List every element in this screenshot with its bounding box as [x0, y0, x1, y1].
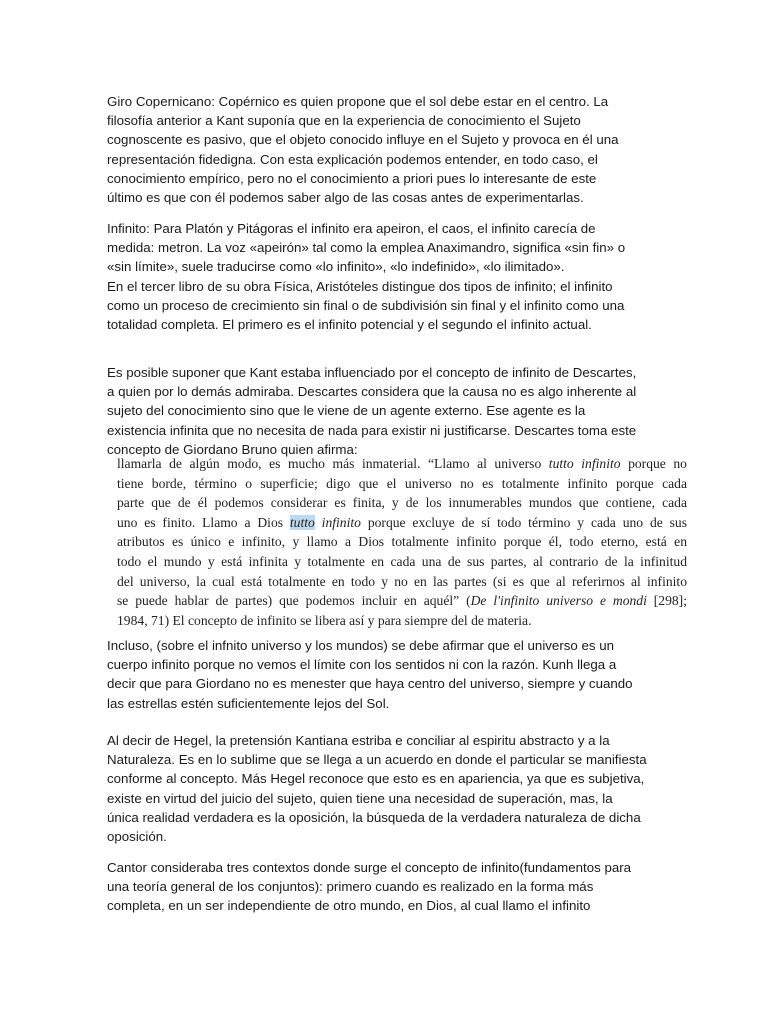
quote-line: [117, 591, 687, 611]
quote-line: parte que de él podemos considerar es finita, y de los innumerables mundos que contiene, cada: [117, 495, 687, 511]
text-line: filosofía anterior a Kant suponía que en la experiencia de conocimiento el Sujeto: [107, 113, 581, 129]
text-line: último es que con él podemos saber algo de las cosas antes de experimentarlas.: [107, 190, 584, 206]
text-line: a quien por lo demás admiraba. Descartes considera que la causa no es algo inherente al: [107, 384, 637, 400]
quote-line: 1984, 71) El concepto de infinito se libera así y para siempre del de materia.: [117, 612, 532, 628]
text-line: cognoscente es pasivo, que el objeto conocido influye en el Sujeto y provoca en él una: [107, 132, 619, 148]
paragraph-copernican-turn: [107, 92, 682, 207]
quote-line: tiene borde, término o superficie; digo que el universo no es totalmente infinito porque cada: [117, 475, 687, 491]
text-line: una teoría general de los conjuntos): primero cuando es realizado en la forma más: [107, 879, 594, 895]
text-line: «sin límite», suele traducirse como «lo infinito», «lo indefinido», «lo ilimitado».: [107, 259, 565, 275]
quote-text: llamarla de algún modo, es mucho más inmaterial. “Llamo al universo: [117, 456, 549, 471]
citation-title: De l'infinito universo e mondi: [470, 593, 647, 609]
paragraph-hegel: [107, 731, 682, 846]
quote-text: porque no: [620, 456, 687, 471]
quote-line: [117, 513, 687, 533]
quote-line: todo el mundo y está infinita y totalmente en cada una de sus partes, al contrario de la infinitud: [117, 553, 687, 569]
bruno-quote-block: [117, 454, 687, 630]
text-line: decir que para Giordano no es menester que haya centro del universo, siempre y cuando: [107, 676, 633, 692]
text-line: cuerpo infinito porque no vemos el límite con los sentidos ni con la razón. Kunh llega a: [107, 657, 617, 673]
text-line: sujeto del conocimiento sino que le viene de un agente externo. Ese agente es la: [107, 403, 586, 419]
text-line: Al decir de Hegel, la pretensión Kantiana estriba e conciliar al espiritu abstracto y a la: [107, 733, 610, 748]
text-line: Naturaleza. Es en lo sublime que se llega a un acuerdo en donde el particular se manifiesta: [107, 752, 647, 768]
text-line: representación fidedigna. Con esta explicación podemos entender, en todo caso, el: [107, 151, 598, 167]
paragraph-infinite-universe: [107, 636, 682, 713]
text-line: Giro Copernicano: Copérnico es quien propone que el sol debe estar en el centro. La: [107, 94, 609, 109]
text-line: existencia infinita que no necesita de nada para existir ni justificarse. Descartes toma este: [107, 422, 637, 438]
quote-text: [298];: [646, 593, 687, 609]
text-line: existe en virtud del juicio del sujeto, quien tiene una necesidad de superación, mas, la: [107, 790, 613, 806]
highlighted-word[interactable]: tutto: [289, 514, 315, 530]
quote-line: atributos es único e infinito, y llamo a Dios totalmente infinito porque él, todo eterno, está en: [117, 534, 687, 550]
quote-text: se puede hablar de partes) que podemos incluir en aquél” (: [117, 593, 471, 609]
quote-italic-text: infinito: [314, 514, 361, 530]
text-line: como un proceso de crecimiento sin final o de subdivisión sin final y el infinito como una: [107, 297, 625, 313]
text-line: oposición.: [107, 829, 167, 845]
paragraph-kant-descartes: [107, 363, 682, 459]
text-line: medida: metron. La voz «apeirón» tal como la emplea Anaximandro, significa «sin fin» o: [107, 240, 626, 256]
text-line: completa, en un ser independiente de otro mundo, en Dios, al cual llamo el infinito: [107, 898, 591, 914]
text-line: Cantor consideraba tres contextos donde surge el concepto de infinito(fundamentos para: [107, 860, 632, 875]
quote-italic-text: tutto infinito: [548, 456, 621, 471]
text-line: En el tercer libro de su obra Física, Aristóteles distingue dos tipos de infinito; el infinito: [107, 278, 613, 294]
text-line: las estrellas estén suficientemente lejos del Sol.: [107, 695, 390, 711]
quote-text: porque excluye de sí todo término y cada uno de sus: [360, 514, 688, 530]
quote-line: del universo, la cual está totalmente en todo y no en las partes (si es que al referirnos al infinito: [117, 573, 687, 589]
text-line: Incluso, (sobre el infnito universo y los mundos) se debe afirmar que el universo es un: [107, 638, 615, 653]
text-line: Es posible suponer que Kant estaba influenciado por el concepto de infinito de Descartes,: [107, 365, 637, 380]
text-line: totalidad completa. El primero es el infinito potencial y el segundo el infinito actual.: [107, 317, 592, 333]
text-line: concepto de Giordano Bruno quien afirma:: [107, 441, 358, 457]
quote-text: uno es finito. Llamo a Dios: [117, 514, 290, 530]
paragraph-infinity: [107, 219, 682, 334]
quote-line: [117, 454, 687, 474]
text-line: Infinito: Para Platón y Pitágoras el infinito era apeiron, el caos, el infinito carecía de: [107, 221, 596, 236]
text-line: conocimiento empírico, pero no el conocimiento a priori pues lo interesante de este: [107, 170, 597, 186]
text-line: única realidad verdadera es la oposición, la búsqueda de la verdadera naturaleza de dicha: [107, 809, 641, 825]
paragraph-cantor: [107, 858, 682, 916]
text-line: conforme al concepto. Más Hegel reconoce que esto es en apariencia, ya que es subjetiva,: [107, 771, 645, 787]
